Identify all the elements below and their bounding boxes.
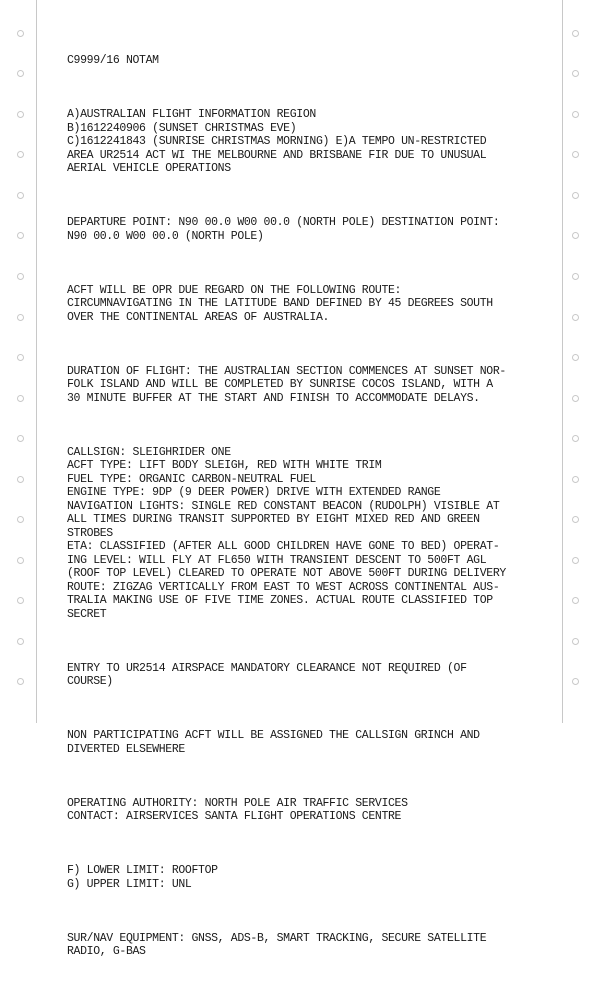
feed-hole (572, 273, 579, 280)
feed-hole (572, 516, 579, 523)
feed-hole (572, 638, 579, 645)
feed-hole (572, 435, 579, 442)
notam-text (67, 27, 547, 986)
notam-paragraph-limits: F) LOWER LIMIT: ROOFTOP G) UPPER LIMIT: UNL (67, 864, 218, 891)
feed-hole (17, 476, 24, 483)
feed-hole (17, 232, 24, 239)
notam-paragraph-route: ACFT WILL BE OPR DUE REGARD ON THE FOLLOWING ROUTE: CIRCUMNAVIGATING IN THE LATITUDE BAND DEFINED BY 45 DEGREES SOUTH OVER THE CONTINENTAL AREAS OF AUSTRALIA. (67, 283, 493, 324)
feed-hole (17, 70, 24, 77)
feed-hole (572, 354, 579, 361)
tractor-feed-strip-right (563, 0, 600, 723)
feed-hole (17, 516, 24, 523)
notam-paragraph-duration: DURATION OF FLIGHT: THE AUSTRALIAN SECTION COMMENCES AT SUNSET NOR- FOLK ISLAND AND WILL BE COMPLETED BY SUNRISE COCOS ISLAND, WITH A 30 MINUTE BUFFER AT THE START AND FINISH TO ACCOMMODATE DELAYS. (67, 364, 506, 405)
feed-hole (17, 192, 24, 199)
feed-hole (17, 273, 24, 280)
feed-hole (572, 395, 579, 402)
feed-hole (572, 597, 579, 604)
feed-hole (17, 557, 24, 564)
feed-hole (17, 354, 24, 361)
notam-paragraph-non-participating: NON PARTICIPATING ACFT WILL BE ASSIGNED THE CALLSIGN GRINCH AND DIVERTED ELSEWHERE (67, 729, 480, 756)
feed-hole (572, 314, 579, 321)
feed-hole (572, 151, 579, 158)
feed-hole (17, 111, 24, 118)
feed-hole (572, 111, 579, 118)
feed-hole (17, 395, 24, 402)
feed-hole (572, 232, 579, 239)
feed-hole (572, 30, 579, 37)
feed-hole (17, 30, 24, 37)
notam-paragraph-fir-times: A)AUSTRALIAN FLIGHT INFORMATION REGION B)1612240906 (SUNSET CHRISTMAS EVE) C)1612241843 (SUNRISE CHRISTMAS MORNING) E)A TEMPO UN-RESTRICTED AREA UR2514 ACT WI THE MELBOURNE AND BRISBANE FIR DUE TO UNUSUAL AERIAL VEHICLE OPERATIONS (67, 108, 487, 175)
notam-paragraph-aircraft: CALLSIGN: SLEIGHRIDER ONE ACFT TYPE: LIFT BODY SLEIGH, RED WITH WHITE TRIM FUEL TYPE: ORGANIC CARBON-NEUTRAL FUEL ENGINE TYPE: 9DP (9 DEER POWER) DRIVE WITH EXTENDED RANGE NAVIGATION LIGHTS: SINGLE RED CONSTANT BEACON (RUDOLPH) VISIBLE AT ALL TIMES DURING TRANSIT SUPPORTED BY EIGHT MIXED RED AND GREEN STROBES ETA: CLASSIFIED (AFTER ALL GOOD CHILDREN HAVE GONE TO BED) OPERAT- ING LEVEL: WILL FLY AT FL650 WITH TRANSIENT DESCENT TO 500FT AGL (ROOF TOP LEVEL) CLEARED TO OPERATE NOT ABOVE 500FT DURING DELIVERY ROUTE: ZIGZAG VERTICALLY FROM EAST TO WEST ACROSS CONTINENTAL AUS- TRALIA MAKING USE OF FIVE TIME ZONES. ACTUAL ROUTE CLASSIFIED TOP SECRET (67, 445, 506, 621)
feed-hole (17, 151, 24, 158)
feed-hole (17, 678, 24, 685)
notam-paragraph-authority: OPERATING AUTHORITY: NORTH POLE AIR TRAFFIC SERVICES CONTACT: AIRSERVICES SANTA FLIGHT OPERATIONS CENTRE (67, 796, 408, 823)
feed-hole (572, 70, 579, 77)
notam-header: C9999/16 NOTAM (67, 54, 159, 67)
tractor-feed-strip-left (0, 0, 36, 723)
feed-hole (17, 638, 24, 645)
feed-hole (17, 435, 24, 442)
notam-paragraph-equipment: SUR/NAV EQUIPMENT: GNSS, ADS-B, SMART TRACKING, SECURE SATELLITE RADIO, G-BAS (67, 931, 487, 958)
feed-hole (572, 192, 579, 199)
notam-paragraph-departure: DEPARTURE POINT: N90 00.0 W00 00.0 (NORTH POLE) DESTINATION POINT: N90 00.0 W00 00.0 (NORTH POLE) (67, 216, 500, 243)
feed-hole (17, 597, 24, 604)
feed-hole (572, 476, 579, 483)
feed-hole (572, 557, 579, 564)
notam-paragraph-entry: ENTRY TO UR2514 AIRSPACE MANDATORY CLEARANCE NOT REQUIRED (OF COURSE) (67, 661, 467, 688)
feed-hole (572, 678, 579, 685)
feed-hole (17, 314, 24, 321)
